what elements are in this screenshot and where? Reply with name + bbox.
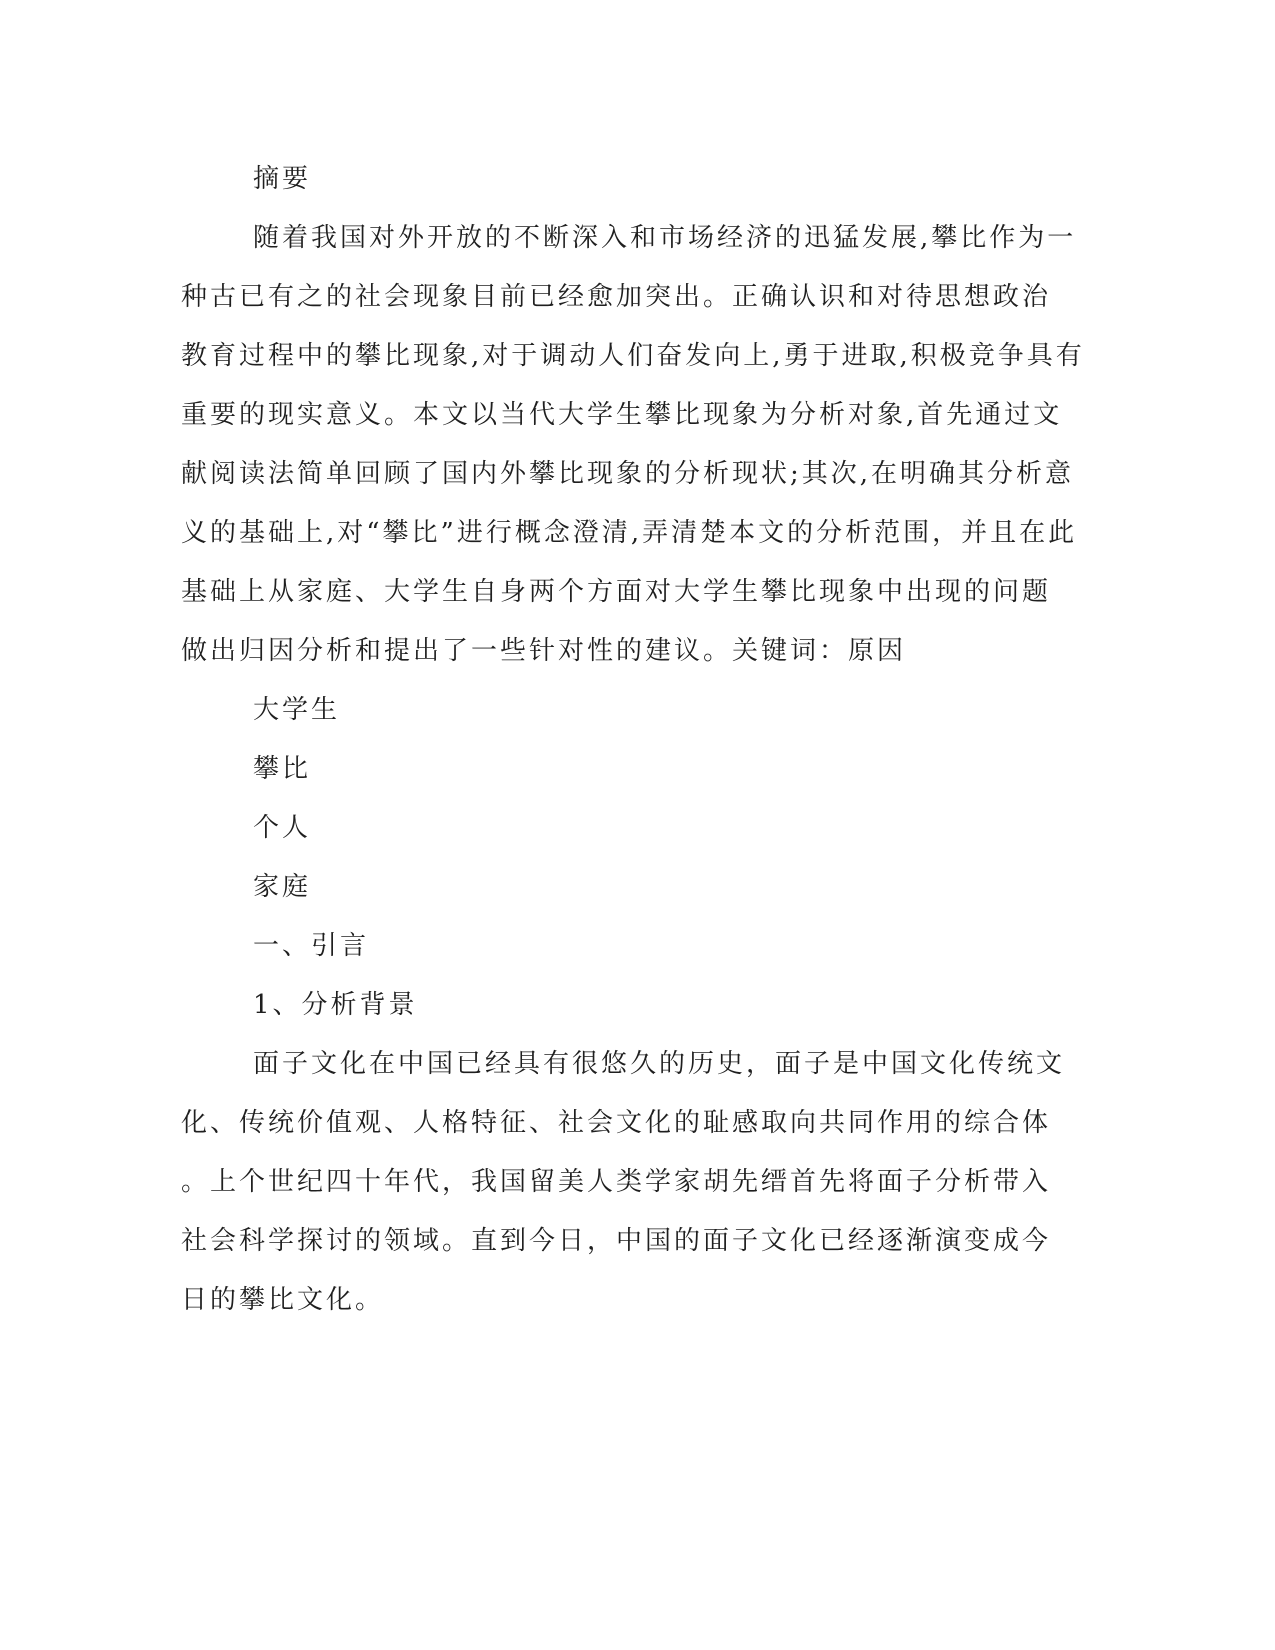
subsection-heading: 1、分析背景 bbox=[253, 990, 418, 1020]
abstract-line: 做出归因分析和提出了一些针对性的建议。关键词：原因 bbox=[181, 636, 907, 666]
background-paragraph bbox=[181, 1035, 1066, 1330]
abstract-heading: 摘要 bbox=[253, 164, 312, 194]
keyword-item: 家庭 bbox=[253, 872, 312, 902]
keyword-item: 攀比 bbox=[253, 754, 312, 784]
background-line: 化、传统价值观、人格特征、社会文化的耻感取向共同作用的综合体 bbox=[181, 1108, 1052, 1138]
section-heading: 一、引言 bbox=[253, 931, 370, 961]
abstract-line: 种古已有之的社会现象目前已经愈加突出。正确认识和对待思想政治 bbox=[181, 282, 1052, 312]
abstract-line: 教育过程中的攀比现象,对于调动人们奋发向上,勇于进取,积极竞争具有 bbox=[181, 341, 1085, 371]
abstract-paragraph bbox=[181, 209, 1085, 681]
abstract-line: 义的基础上,对“攀比”进行概念澄清,弄清楚本文的分析范围，并且在此 bbox=[181, 518, 1078, 548]
background-line: 。上个世纪四十年代，我国留美人类学家胡先缙首先将面子分析带入 bbox=[181, 1167, 1052, 1197]
background-line: 面子文化在中国已经具有很悠久的历史，面子是中国文化传统文 bbox=[253, 1049, 1066, 1079]
abstract-line: 基础上从家庭、大学生自身两个方面对大学生攀比现象中出现的问题 bbox=[181, 577, 1052, 607]
keyword-item: 大学生 bbox=[253, 695, 341, 725]
background-line: 日的攀比文化。 bbox=[181, 1285, 385, 1315]
abstract-line: 随着我国对外开放的不断深入和市场经济的迅猛发展,攀比作为一 bbox=[253, 223, 1077, 253]
keyword-item: 个人 bbox=[253, 813, 312, 843]
document-page bbox=[181, 150, 1085, 1330]
abstract-line: 献阅读法简单回顾了国内外攀比现象的分析现状;其次,在明确其分析意 bbox=[181, 459, 1075, 489]
abstract-line: 重要的现实意义。本文以当代大学生攀比现象为分析对象,首先通过文 bbox=[181, 400, 1063, 430]
background-line: 社会科学探讨的领域。直到今日，中国的面子文化已经逐渐演变成今 bbox=[181, 1226, 1052, 1256]
